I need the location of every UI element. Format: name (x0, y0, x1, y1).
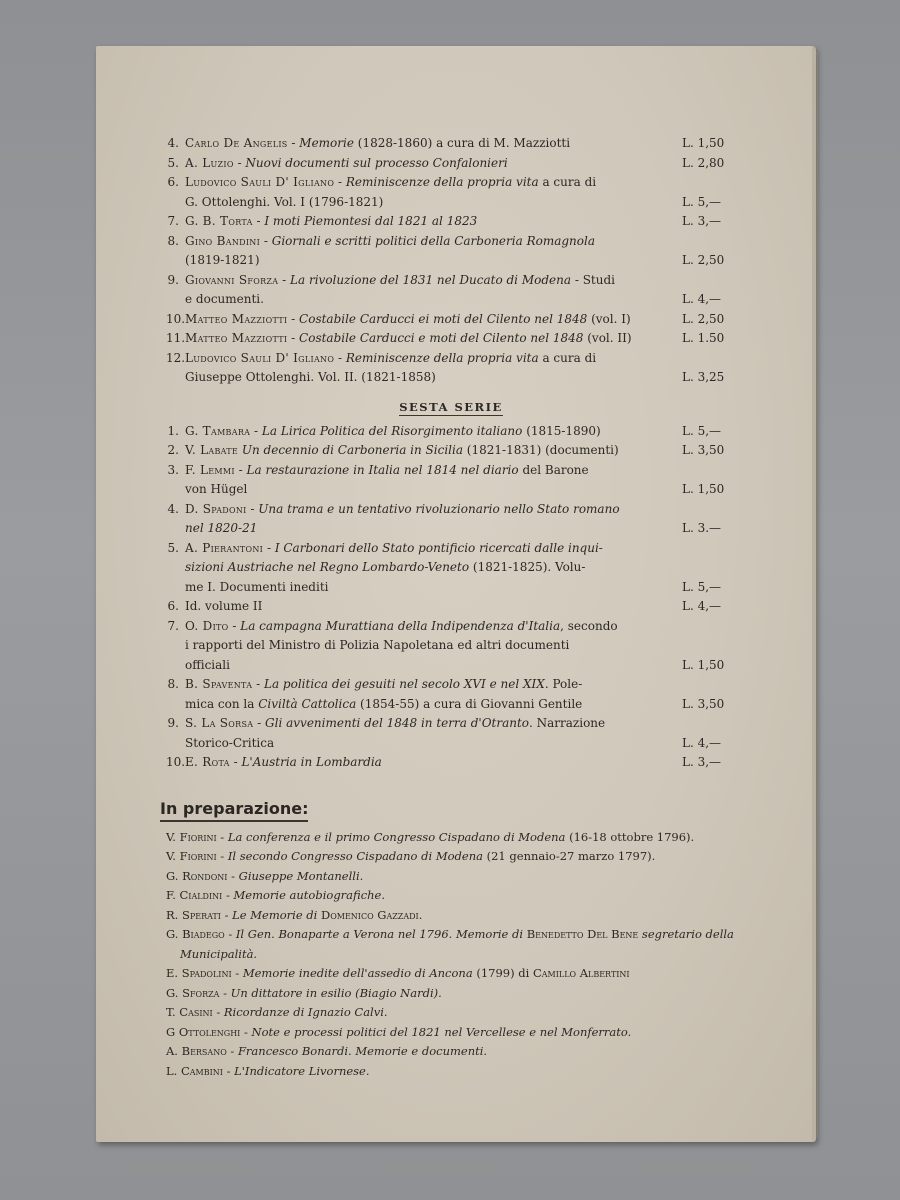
entry-title: La campagna Murattiana della Indipendenza d'Italia (240, 618, 561, 633)
entry-body (185, 753, 676, 773)
entry-body (185, 461, 676, 500)
entry-first-line (185, 212, 676, 232)
entry-number: 3. (167, 462, 179, 477)
entry-body (185, 441, 676, 461)
catalog-entry (166, 617, 736, 676)
preparazione-separator: - (226, 1044, 238, 1058)
preparazione-author: V. Fiorini (166, 829, 217, 844)
entry-body (185, 597, 676, 617)
entry-price: L. 2,50 (682, 253, 725, 267)
entry-continuation-text: officiali (185, 657, 230, 672)
entry-detail: a cura di (538, 350, 597, 365)
entry-author: Matteo Mazziotti (185, 311, 288, 326)
entry-continuation (185, 519, 676, 539)
catalog-entry (166, 597, 736, 617)
entry-title: La rivoluzione del 1831 nel Ducato di Modena (290, 272, 572, 287)
entry-author: Carlo De Angelis (185, 136, 288, 150)
entry-body (185, 212, 676, 232)
entry-first-line (185, 597, 676, 617)
entry-first-line (185, 539, 676, 559)
entry-continuation (185, 193, 676, 213)
entry-title: Reminiscenze della propria vita (345, 175, 539, 189)
entry-title: I Carbonari dello Stato pontificio ricercati dalle inqui- (274, 540, 603, 555)
entry-author: G. B. Torta (185, 214, 253, 228)
entry-body (185, 539, 676, 598)
entry-title: L'Austria in Lombardia (241, 755, 382, 769)
catalog-entry (166, 154, 736, 174)
entry-price: L. 3,50 (682, 443, 725, 457)
entry-detail: a cura di (538, 175, 597, 189)
entry-first-line (185, 753, 676, 773)
preparazione-separator: - (216, 829, 228, 844)
entry-separator: - (334, 350, 346, 365)
entry-number: 6. (167, 175, 179, 189)
entry-number: 5. (167, 540, 179, 555)
catalog-entry (166, 753, 736, 773)
entry-author: O. Dito (185, 618, 229, 633)
entry-separator: - (334, 175, 346, 189)
entry-author: S. La Sorsa (185, 716, 254, 730)
entry-continuation (185, 558, 676, 578)
entry-body (185, 714, 676, 753)
preparazione-author: E. Spadolini (166, 966, 232, 980)
preparazione-author: T. Casini (166, 1005, 213, 1019)
entry-price: L. 4,— (682, 735, 722, 750)
entry-continuation (185, 636, 676, 656)
catalog-entry (166, 310, 736, 330)
entry-detail: . Narrazione (529, 716, 606, 730)
entry-title: Nuovi documenti sul processo Confalonieri (245, 155, 508, 170)
preparazione-title: Un dittatore in esilio (Biagio Nardi). (230, 985, 442, 1000)
entry-number: 12. (166, 350, 186, 365)
preparazione-separator: - (227, 868, 239, 883)
catalog-entry (166, 675, 736, 714)
entry-price: L. 2,50 (682, 311, 725, 326)
catalog-entry (166, 539, 736, 598)
catalog-entry (166, 329, 736, 349)
entry-separator: - (260, 233, 272, 248)
entry-body (185, 329, 676, 349)
entry-continuation (185, 251, 676, 271)
entry-detail: (1815-1890) (522, 423, 601, 438)
catalog-entry (166, 212, 736, 232)
entry-body (185, 422, 676, 442)
entry-continuation-title: Civiltà Cattolica (258, 696, 357, 711)
entry-continuation-text: (1819-1821) (185, 253, 260, 267)
entry-title: Memorie (299, 136, 354, 150)
preparazione-separator: - (216, 849, 228, 863)
entry-first-line (185, 349, 676, 369)
catalog-entry (166, 271, 736, 310)
entry-continuation-text: i rapporti del Ministro di Polizia Napoletana ed altri documenti (185, 638, 570, 652)
preparazione-author: G. Sforza (166, 985, 220, 1000)
entry-continuation-text: me I. Documenti inediti (185, 579, 329, 594)
entry-price: L. 1,50 (682, 657, 725, 672)
preparazione-separator: - (222, 888, 234, 902)
entry-separator: - (234, 462, 247, 477)
preparazione-name: Camillo Albertini (532, 966, 630, 980)
entry-continuation (185, 734, 676, 754)
entry-body (185, 500, 676, 539)
entry-first-line (185, 173, 676, 193)
entry-continuation (185, 290, 676, 310)
preparazione-separator: - (240, 1024, 252, 1039)
entry-first-line (185, 271, 676, 291)
entry-author: A. Luzio (185, 155, 234, 170)
entry-body (185, 310, 676, 330)
preparazione-title: L'Indicatore Livornese. (234, 1063, 370, 1078)
entry-detail: (1828-1860) a cura di M. Mazziotti (353, 136, 571, 150)
entry-separator: - (228, 618, 241, 633)
entry-price: L. 3,— (682, 755, 722, 769)
catalog-entry (166, 461, 736, 500)
entry-separator: - (250, 423, 262, 438)
entry-first-line (185, 675, 676, 695)
entry-detail: . Pole- (544, 677, 583, 691)
catalog-entry (166, 232, 736, 271)
preparazione-separator: - (212, 1005, 224, 1019)
entry-price: L. 1,50 (682, 136, 725, 150)
entry-first-line (185, 441, 676, 461)
preparazione-title: Giuseppe Montanelli. (238, 868, 364, 883)
entry-detail: , secondo (560, 618, 618, 633)
preparazione-item (166, 925, 736, 964)
entry-first-line (185, 232, 676, 252)
preparazione-list (166, 828, 736, 1082)
entry-first-line (185, 714, 676, 734)
preparazione-author: G. Biadego (166, 927, 225, 941)
preparazione-detail: (16-18 ottobre 1796). (565, 829, 695, 844)
entry-separator: - (287, 136, 300, 150)
entry-continuation (185, 578, 676, 598)
entry-title: Costabile Carducci e moti del Cilento nel 1848 (299, 331, 584, 345)
preparazione-author: G. Rondoni (166, 868, 228, 883)
entry-author: Giovanni Sforza (185, 272, 279, 287)
sesta-serie-heading: SESTA SERIE (399, 399, 503, 414)
preparazione-title: Memorie inedite dell'assedio di Ancona (242, 966, 473, 980)
sesta-serie-list (166, 422, 736, 773)
preparazione-title: La conferenza e il primo Congresso Cispadano di Modena (227, 829, 566, 844)
catalog-entry (166, 714, 736, 753)
entry-price: L. 3.— (682, 521, 722, 535)
entry-number: 9. (167, 272, 179, 287)
section-heading (166, 400, 736, 414)
entry-title: La restaurazione in Italia nel 1814 nel diario (246, 462, 519, 477)
entry-author: A. Pierantoni (185, 540, 264, 555)
entry-number: 6. (167, 599, 179, 613)
entry-separator: - (233, 155, 246, 170)
entry-first-line (185, 310, 676, 330)
preparazione-item (166, 1003, 736, 1023)
entry-body (185, 349, 676, 388)
entry-number: 10. (166, 755, 186, 769)
preparazione-detail: (1799) di (472, 966, 533, 980)
preparazione-title: Il secondo Congresso Cispadano di Modena (227, 849, 483, 863)
entry-number: 11. (166, 331, 186, 345)
entry-separator: - (253, 716, 266, 730)
entry-body (185, 675, 676, 714)
entry-detail: (1821-1831) (documenti) (462, 443, 619, 457)
entry-body (185, 232, 676, 271)
catalog-entry (166, 500, 736, 539)
preparazione-name: Domenico Gazzadi. (320, 907, 423, 922)
entry-price: L. 3,25 (682, 370, 725, 384)
entry-first-line (185, 617, 676, 637)
entry-continuation (185, 368, 676, 388)
entry-body (185, 271, 676, 310)
entry-first-line (185, 154, 676, 174)
entry-number: 9. (167, 716, 179, 730)
catalog-entry (166, 134, 736, 154)
series-list (166, 134, 736, 388)
entry-separator: - (278, 272, 291, 287)
preparazione-item (166, 964, 736, 984)
entry-title: Una trama e un tentativo rivoluzionario nello Stato romano (258, 501, 620, 516)
entry-title: Reminiscenze della propria vita (345, 350, 539, 365)
preparazione-item (166, 886, 736, 906)
preparazione-item (166, 1042, 736, 1062)
entry-author: B. Spaventa (185, 677, 253, 691)
entry-body (185, 134, 676, 154)
entry-separator: - (229, 755, 242, 769)
preparazione-item (166, 1062, 736, 1082)
entry-continuation-text: sizioni Austriache nel Regno Lombardo-Veneto (185, 560, 470, 574)
entry-continuation-text: G. Ottolenghi. Vol. I (1796-1821) (185, 194, 384, 209)
entry-continuation (185, 695, 676, 715)
entry-continuation-text: e documenti. (185, 292, 264, 306)
entry-price: L. 4,— (682, 292, 722, 306)
entry-detail: del Barone (518, 462, 589, 477)
preparazione-title: Il Gen. Bonaparte a Verona nel 1796. Memorie di (235, 927, 527, 941)
preparazione-heading: In preparazione: (160, 799, 308, 822)
entry-price: L. 5,— (682, 423, 722, 438)
preparazione-item (166, 906, 736, 926)
entry-first-line (185, 329, 676, 349)
preparazione-item (166, 847, 736, 867)
entry-number: 1. (167, 423, 179, 438)
preparazione-title: Memorie autobiografiche. (233, 888, 386, 902)
entry-number: 7. (167, 618, 179, 633)
entry-price: L. 3,— (682, 214, 722, 228)
entry-number: 5. (167, 155, 179, 170)
preparazione-item (166, 984, 736, 1004)
entry-author: E. Rota (185, 755, 230, 769)
entry-author: D. Spadoni (185, 501, 247, 516)
entry-continuation-detail: (1854-55) a cura di Giovanni Gentile (356, 696, 583, 711)
preparazione-title: Ricordanze di Ignazio Calvi. (223, 1005, 388, 1019)
entry-author: V. Labate (185, 443, 239, 457)
entry-separator: - (287, 311, 300, 326)
preparazione-separator: - (224, 927, 236, 941)
entry-number: 10. (166, 311, 186, 326)
entry-price: L. 3,50 (682, 696, 725, 711)
entry-price: L. 2,80 (682, 155, 725, 170)
entry-separator: - (246, 501, 259, 516)
entry-author: Ludovico Sauli D' Igliano (185, 350, 335, 365)
entry-body (185, 154, 676, 174)
preparazione-title-tail: segretario della Municipalità. (180, 927, 734, 961)
entry-author: Gino Bandini (185, 233, 261, 248)
entry-author: Matteo Mazziotti (185, 331, 288, 345)
entry-author: Ludovico Sauli D' Igliano (185, 175, 335, 189)
entry-separator: - (287, 331, 300, 345)
entry-price: L. 5,— (682, 194, 722, 209)
preparazione-author: A. Bersano (166, 1044, 227, 1058)
entry-separator: - (252, 677, 264, 691)
entry-title: Costabile Carducci ei moti del Cilento nel 1848 (299, 311, 588, 326)
entry-first-line (185, 422, 676, 442)
entry-detail: - Studi (571, 272, 615, 287)
entry-continuation (185, 656, 676, 676)
entry-continuation-text: Storico-Critica (185, 735, 275, 750)
entry-text: Id. volume II (185, 599, 263, 613)
entry-first-line (185, 134, 676, 154)
preparazione-author: F. Cialdini (166, 888, 223, 902)
preparazione-separator: - (220, 907, 233, 922)
preparazione-separator: - (231, 966, 243, 980)
catalog-entry (166, 422, 736, 442)
entry-first-line (185, 461, 676, 481)
entry-title: I moti Piemontesi dal 1821 al 1823 (264, 214, 478, 228)
entry-body (185, 173, 676, 212)
entry-price: L. 4,— (682, 599, 722, 613)
entry-first-line (185, 500, 676, 520)
preparazione-title: Francesco Bonardi. Memorie e documenti. (237, 1044, 488, 1058)
entry-continuation (185, 480, 676, 500)
entry-number: 7. (167, 214, 179, 228)
entry-separator: - (252, 214, 265, 228)
entry-continuation-text: Giuseppe Ottolenghi. Vol. II. (1821-1858) (185, 370, 436, 384)
preparazione-separator: - (222, 1063, 235, 1078)
entry-title: Gli avvenimenti del 1848 in terra d'Otranto (265, 716, 530, 730)
preparazione-name: Benedetto Del Bene (526, 927, 639, 941)
preparazione-detail: (21 gennaio-27 marzo 1797). (482, 849, 656, 863)
entry-number: 2. (167, 443, 179, 457)
preparazione-author: V. Fiorini (166, 849, 217, 863)
entry-separator: - (263, 540, 275, 555)
entry-number: 4. (167, 136, 179, 150)
preparazione-item (166, 1023, 736, 1043)
preparazione-author: G Ottolenghi (166, 1024, 241, 1039)
entry-number: 8. (167, 677, 179, 691)
preparazione-author: L. Cambini (166, 1063, 223, 1078)
entry-continuation-detail: (1821-1825). Volu- (469, 560, 586, 574)
entry-price: L. 1.50 (682, 331, 725, 345)
publisher-list (160, 134, 736, 1081)
entry-author: F. Lemmi (185, 462, 235, 477)
catalog-entry (166, 349, 736, 388)
entry-number: 4. (167, 501, 179, 516)
preparazione-item (166, 828, 736, 848)
entry-title: La Lirica Politica del Risorgimento italiano (261, 423, 523, 438)
entry-title: Un decennio di Carboneria in Sicilia (241, 443, 463, 457)
entry-title: La politica dei gesuiti nel secolo XVI e nel XIX (263, 677, 545, 691)
entry-title: Giornali e scritti politici della Carboneria Romagnola (271, 233, 595, 248)
entry-detail: (vol. II) (583, 331, 632, 345)
preparazione-author: R. Sperati (166, 907, 221, 922)
catalog-entry (166, 173, 736, 212)
entry-continuation-text: mica con la (185, 696, 259, 711)
entry-price: L. 5,— (682, 579, 722, 594)
entry-detail: (vol. I) (587, 311, 631, 326)
preparazione-item (166, 867, 736, 887)
preparazione-title: Note e processi politici del 1821 nel Vercellese e nel Monferrato. (251, 1024, 632, 1039)
preparazione-title: Le Memorie di (232, 907, 321, 922)
entry-author: G. Tambara (185, 423, 251, 438)
preparazione-separator: - (219, 985, 231, 1000)
entry-body (185, 617, 676, 676)
entry-number: 8. (167, 233, 179, 248)
entry-price: L. 1,50 (682, 482, 725, 496)
catalog-entry (166, 441, 736, 461)
entry-continuation-text: von Hügel (185, 482, 248, 496)
entry-continuation-text: nel 1820-21 (185, 521, 258, 535)
